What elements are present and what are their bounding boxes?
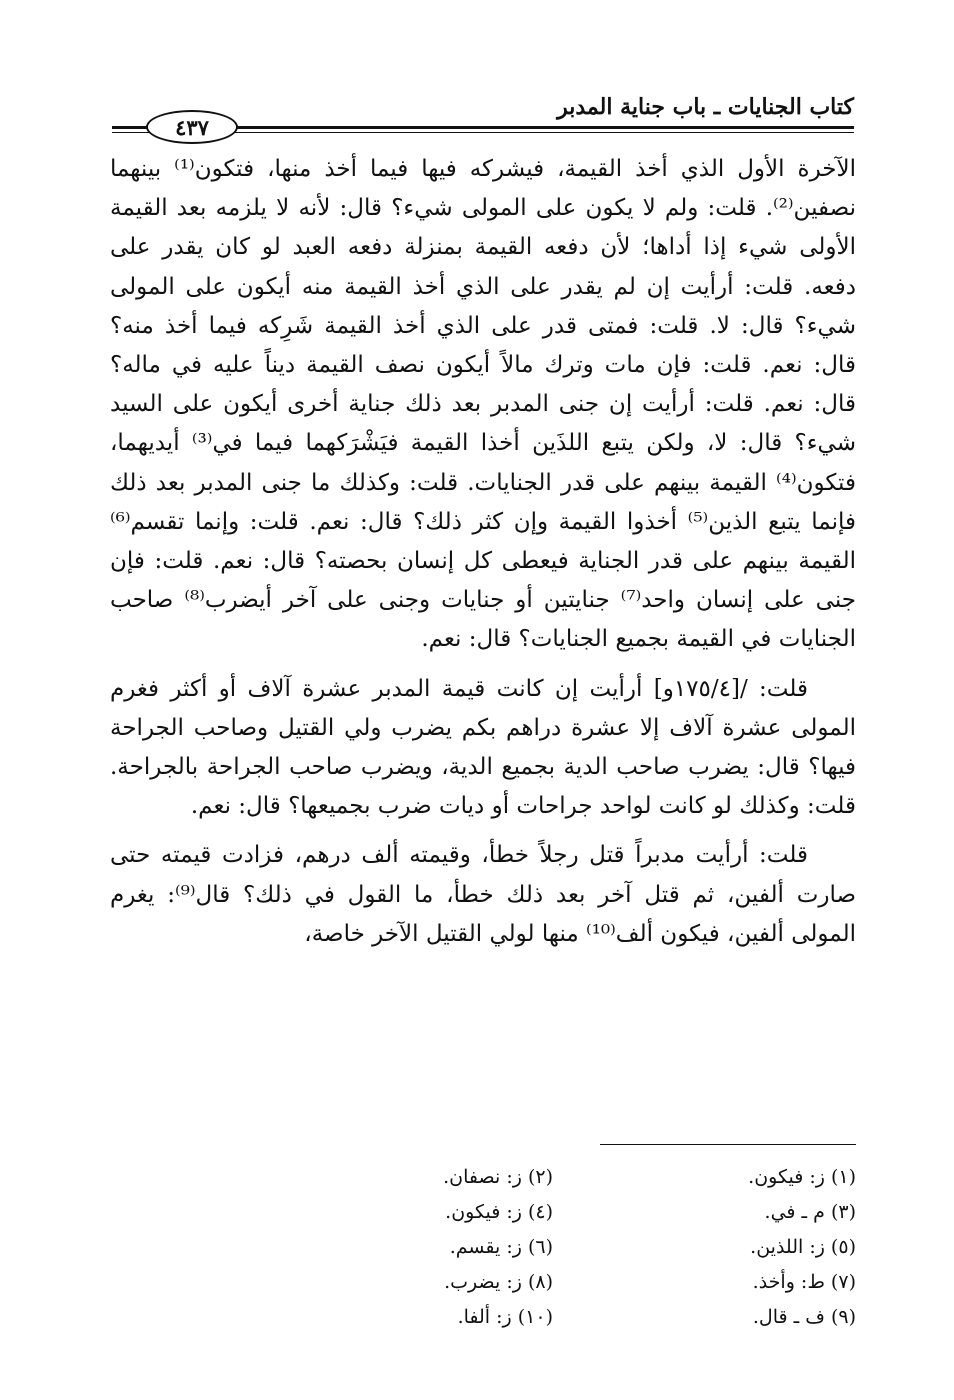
footnote-row	[250, 1300, 856, 1335]
footnote-3: (٣) م ـ في.	[764, 1201, 856, 1223]
paragraph-3: قلت: أرأيت مدبراً قتل رجلاً خطأ، وقيمته ألف درهم، فزادت قيمته حتى صارت ألفين، ثم قتل آخر بعد ذلك خطأ، ما القول في ذلك؟ قال⁽⁹⁾: يغرم المولى ألفين، فيكون ألف⁽¹⁰⁾ منها لولي القتيل الآخر خاصة،	[110, 842, 856, 947]
page-header	[112, 88, 854, 148]
footnote-row	[250, 1230, 856, 1265]
footnote-10: (١٠) ز: ألفا.	[457, 1306, 553, 1328]
footnote-row	[250, 1195, 856, 1230]
footnote-7: (٧) ط: وأخذ.	[752, 1271, 856, 1293]
footnote-6: (٦) ز: يقسم.	[449, 1236, 553, 1258]
footnote-row	[250, 1160, 856, 1195]
footnotes	[250, 1160, 856, 1335]
footnote-4: (٤) ز: فيكون.	[445, 1201, 553, 1223]
footnote-separator	[600, 1144, 856, 1145]
page-number: ٤٣٧	[146, 110, 238, 144]
running-title: كتاب الجنايات ـ باب جناية المدبر	[557, 94, 854, 120]
paragraph-2: قلت: /[١٧٥/٤و] أرأيت إن كانت قيمة المدبر عشرة آلاف أو أكثر فغرم المولى عشرة آلاف إلا عشرة دراهم بكم يضرب ولي القتيل وصاحب الجراحة فيها؟ قال: يضرب صاحب الدية بجميع الدية، ويضرب صاحب الجراحة بالجراحة. قلت: وكذلك لو كانت لواحد جراحات أو ديات ضرب بجميعها؟ قال: نعم.	[110, 675, 856, 820]
footnote-5: (٥) ز: اللذين.	[750, 1236, 856, 1258]
main-text	[110, 150, 856, 954]
footnote-9: (٩) ف ـ قال.	[752, 1306, 856, 1328]
footnote-row	[250, 1265, 856, 1300]
footnote-2: (٢) ز: نصفان.	[443, 1166, 553, 1188]
paragraph-1: الآخرة الأول الذي أخذ القيمة، فيشركه فيها فيما أخذ منها، فتكون⁽¹⁾ بينهما نصفين⁽²⁾. قلت: ولم لا يكون على المولى شيء؟ قال: لأنه لا يلزمه بعد القيمة الأولى شيء إذا أداها؛ لأن دفعه القيمة بمنزلة دفعه العبد لو كان يقدر على دفعه. قلت: أرأيت إن لم يقدر على الذي أخذ القيمة منه أيكون على المولى شيء؟ قال: لا. قلت: فمتى قدر على الذي أخذ القيمة شَرِكه فيما أخذ منه؟ قال: نعم. قلت: فإن مات وترك مالاً أيكون نصف القيمة ديناً عليه في ماله؟ قال: نعم. قلت: أرأيت إن جنى المدبر بعد ذلك جناية أخرى أيكون على السيد شيء؟ قال: لا، ولكن يتبع اللذَين أخذا القيمة فيَشْرَكهما فيما في⁽³⁾ أيديهما، فتكون⁽⁴⁾ القيمة بينهم على قدر الجنايات. قلت: وكذلك ما جنى المدبر بعد ذلك فإنما يتبع الذين⁽⁵⁾ أخذوا القيمة وإن كثر ذلك؟ قال: نعم. قلت: وإنما تقسم⁽⁶⁾ القيمة بينهم على قدر الجناية فيعطى كل إنسان بحصته؟ قال: نعم. قلت: فإن جنى على إنسان واحد⁽⁷⁾ جنايتين أو جنايات وجنى على آخر أيضرب⁽⁸⁾ صاحب الجنايات في القيمة بجميع الجنايات؟ قال: نعم.	[110, 156, 856, 653]
footnote-1: (١) ز: فيكون.	[748, 1166, 856, 1188]
footnote-8: (٨) ز: يضرب.	[444, 1271, 553, 1293]
